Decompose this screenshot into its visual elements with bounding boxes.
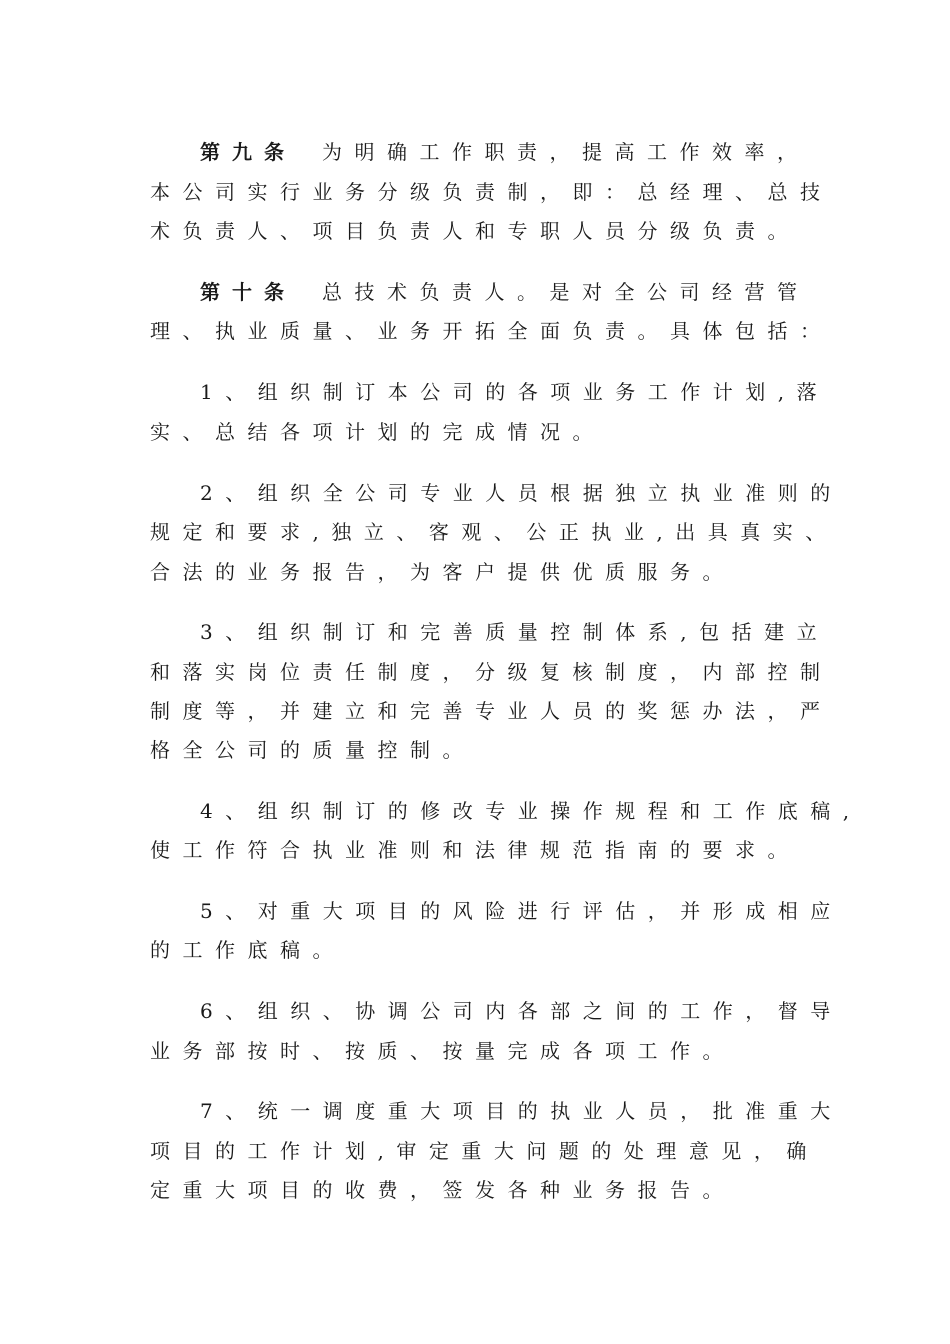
list-item-line: 业务部按时、按质、按量完成各项工作。 xyxy=(150,1039,735,1063)
list-item-line: 和落实岗位责任制度，分级复核制度，内部控制 xyxy=(150,660,833,684)
list-item-line: 格全公司的质量控制。 xyxy=(150,738,475,762)
list-item-line: 4、组织制订的修改专业操作规程和工作底稿, xyxy=(200,799,862,823)
list-item-line: 规定和要求,独立、客观、公正执业,出具真实、 xyxy=(150,520,838,544)
article-10-text-line: 总技术负责人。是对全公司经营管 xyxy=(322,280,810,304)
article-9-text-line: 术负责人、项目负责人和专职人员分级负责。 xyxy=(150,219,800,243)
list-item-line: 7、统一调度重大项目的执业人员，批准重大 xyxy=(200,1099,843,1123)
list-item-line: 项目的工作计划,审定重大问题的处理意见，确 xyxy=(150,1139,819,1163)
article-9-text-line: 本公司实行业务分级负责制，即：总经理、总技 xyxy=(150,180,833,204)
list-item-line: 6、组织、协调公司内各部之间的工作，督导 xyxy=(200,999,843,1023)
list-item-line: 的工作底稿。 xyxy=(150,938,345,962)
list-item-line: 实、总结各项计划的完成情况。 xyxy=(150,420,605,444)
list-item-line: 使工作符合执业准则和法律规范指南的要求。 xyxy=(150,838,800,862)
list-item-line: 定重大项目的收费，签发各种业务报告。 xyxy=(150,1178,735,1202)
list-item-line: 制度等，并建立和完善专业人员的奖惩办法，严 xyxy=(150,699,833,723)
list-item-line: 1、组织制订本公司的各项业务工作计划,落 xyxy=(200,380,830,404)
article-10-text-line: 理、执业质量、业务开拓全面负责。具体包括： xyxy=(150,319,833,343)
list-item-line: 5、对重大项目的风险进行评估，并形成相应 xyxy=(200,899,843,923)
list-item-line: 合法的业务报告，为客户提供优质服务。 xyxy=(150,560,735,584)
list-item-line: 3、组织制订和完善质量控制体系,包括建立 xyxy=(200,620,830,644)
article-10-first-line xyxy=(200,280,810,304)
article-10-heading: 第十条 xyxy=(200,280,296,304)
article-9-text-line: 为明确工作职责，提高工作效率， xyxy=(322,140,810,164)
article-9-heading: 第九条 xyxy=(200,140,296,164)
article-9-first-line xyxy=(200,140,810,164)
list-item-line: 2、组织全公司专业人员根据独立执业准则的 xyxy=(200,481,843,505)
